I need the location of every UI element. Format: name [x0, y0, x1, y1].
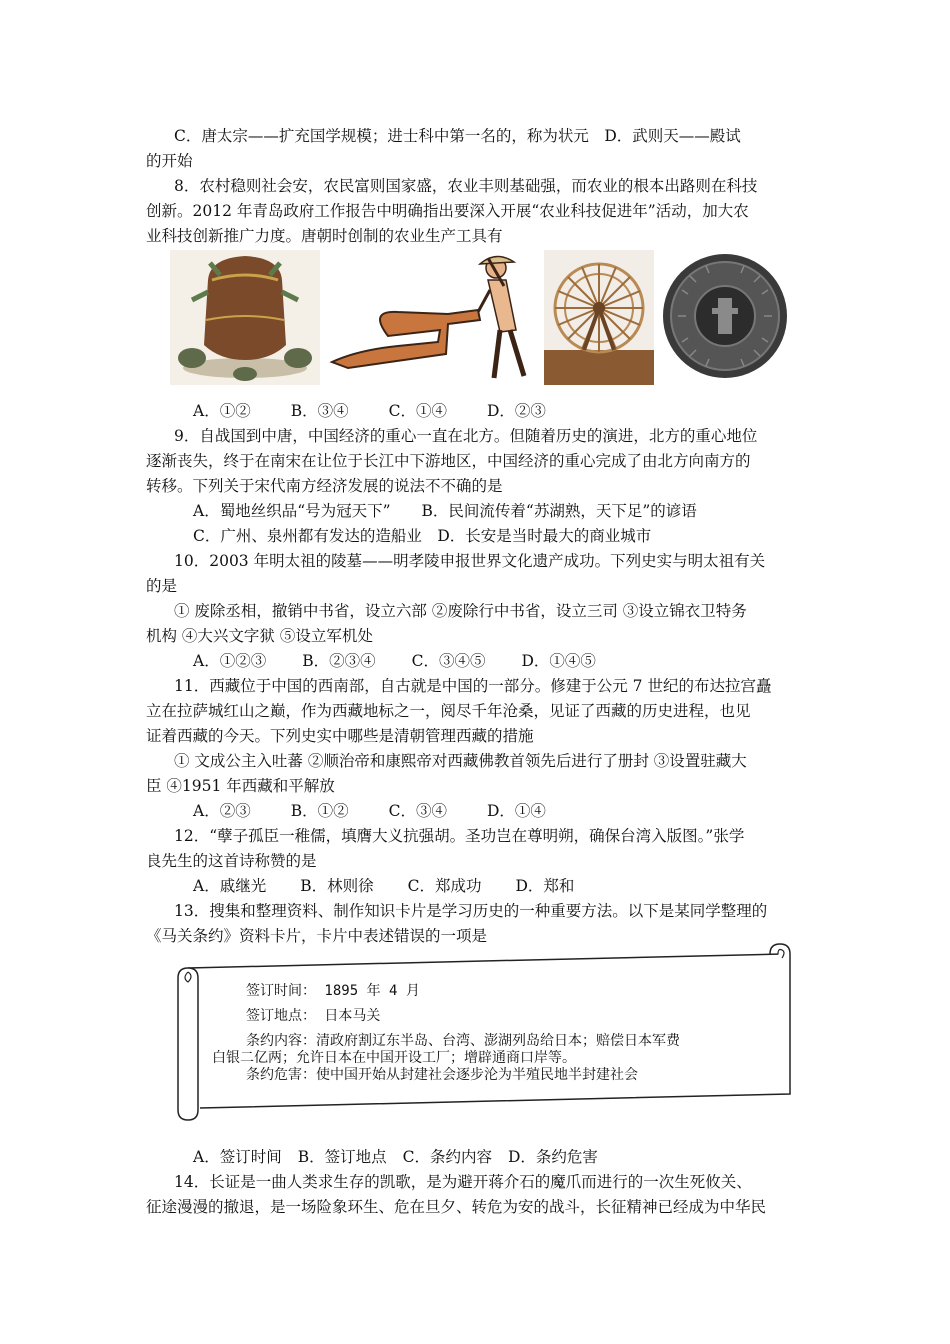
q14-stem: 14．长证是一曲人类求生存的凯歌，是为避开蒋介石的魔爪而进行的一次生死攸关、 [174, 1173, 752, 1191]
q11-stem: 立在拉萨城红山之巅，作为西藏地标之一，阅尽千年沧桑，见证了西藏的历史进程，也见 [146, 702, 751, 720]
option-d[interactable]: D．①④ [486, 802, 546, 820]
option-b[interactable]: B．林则徐 [300, 877, 374, 895]
option-b[interactable]: B．①② [290, 802, 349, 820]
option-a[interactable]: A．戚继光 [193, 877, 267, 895]
q11-items: 臣 ④1951 年西藏和平解放 [146, 777, 335, 795]
plow-image [328, 250, 538, 385]
q9-stem: 9．自战国到中唐，中国经济的重心一直在北方。但随着历史的演进，北方的重心地位 [174, 427, 758, 445]
q9-options-ab: A．蜀地丝织品“号为冠天下” B．民间流传着“苏湖熟，天下足”的谚语 [193, 502, 697, 520]
q7-option-line-cont: 的开始 [146, 152, 193, 170]
waterwheel-image [544, 250, 654, 385]
q8-figures [170, 250, 790, 385]
treaty-card [174, 942, 796, 1124]
card-harm: 条约危害：使中国开始从封建社会逐步沦为半殖民地半封建社会 [246, 1067, 638, 1083]
q7-option-line: C．唐太宗——扩充国学规模；进士科中第一名的，称为状元 D．武则天——殿试 [174, 127, 741, 145]
option-c[interactable]: C．条约内容 [402, 1148, 492, 1166]
option-d[interactable]: D．郑和 [515, 877, 575, 895]
q8-options [193, 399, 546, 424]
option-a[interactable]: A．签订时间 [193, 1148, 282, 1166]
option-d[interactable]: D．②③ [486, 402, 546, 420]
card-time: 签订时间： 1895 年 4 月 [246, 983, 420, 999]
seismograph-image [170, 250, 320, 385]
q14-stem: 征途漫漫的撤退，是一场险象环生、危在旦夕、转危为安的战斗，长征精神已经成为中华民 [146, 1198, 767, 1216]
option-a[interactable]: A．①② [193, 402, 251, 420]
option-c[interactable]: C．③④⑤ [411, 652, 486, 670]
card-content: 条约内容：清政府割辽东半岛、台湾、澎湖列岛给日本；赔偿日本军费 [246, 1033, 680, 1049]
q8-stem: 创新。2012 年青岛政府工作报告中明确指出要深入开展“农业科技促进年”活动，加大农 [146, 202, 749, 220]
q10-stem: 的是 [146, 577, 178, 595]
option-a[interactable]: A．①②③ [193, 652, 267, 670]
option-c[interactable]: C．③④ [388, 802, 447, 820]
q11-options [193, 799, 546, 824]
option-c[interactable]: C．①④ [388, 402, 447, 420]
card-content-cont: 白银二亿两；允许日本在中国开设工厂；增辟通商口岸等。 [212, 1050, 576, 1066]
option-c[interactable]: C．郑成功 [407, 877, 482, 895]
q9-stem: 逐渐丧失，终于在南宋在让位于长江中下游地区，中国经济的重心完成了由北方向南方的 [146, 452, 751, 470]
q8-stem: 业科技创新推广力度。唐朝时创制的农业生产工具有 [146, 227, 503, 245]
option-b[interactable]: B．签订地点 [297, 1148, 387, 1166]
option-b[interactable]: B．③④ [290, 402, 349, 420]
card-text [174, 942, 796, 1124]
q12-stem: 12．“孽子孤臣一稚儒，填膺大义抗强胡。圣功岂在尊明朔，确保台湾入版图。”张学 [174, 827, 745, 845]
option-a[interactable]: A．②③ [193, 802, 251, 820]
q11-stem: 11．西藏位于中国的西南部，自古就是中国的一部分。修建于公元 7 世纪的布达拉宫矗 [174, 677, 772, 695]
q11-items: ① 文成公主入吐蕃 ②顺治帝和康熙帝对西藏佛教首领先后进行了册封 ③设置驻藏大 [174, 752, 747, 770]
option-d[interactable]: D．条约危害 [507, 1148, 598, 1166]
q9-options-cd: C．广州、泉州都有发达的造船业 D．长安是当时最大的商业城市 [193, 527, 652, 545]
q10-stem: 10．2003 年明太祖的陵墓——明孝陵申报世界文化遗产成功。下列史实与明太祖有关 [174, 552, 766, 570]
q13-stem: 《马关条约》资料卡片，卡片中表述错误的一项是 [146, 927, 488, 945]
q13-stem: 13．搜集和整理资料、制作知识卡片是学习历史的一种重要方法。以下是某同学整理的 [174, 902, 768, 920]
q10-options [193, 649, 596, 674]
q9-stem: 转移。下列关于宋代南方经济发展的说法不不确的是 [146, 477, 503, 495]
coin-image [660, 250, 790, 385]
option-d[interactable]: D．①④⑤ [521, 652, 596, 670]
q8-stem: 8．农村稳则社会安，农民富则国家盛，农业丰则基础强，而农业的根本出路则在科技 [174, 177, 758, 195]
card-place: 签订地点： 日本马关 [246, 1008, 381, 1024]
q13-options [193, 1145, 598, 1170]
option-b[interactable]: B．②③④ [302, 652, 376, 670]
q12-options [193, 874, 574, 899]
q10-items: 机构 ④大兴文字狱 ⑤设立军机处 [146, 627, 373, 645]
q10-items: ① 废除丞相，撤销中书省，设立六部 ②废除行中书省，设立三司 ③设立锦衣卫特务 [174, 602, 747, 620]
q11-stem: 证着西藏的今天。下列史实中哪些是清朝管理西藏的措施 [146, 727, 534, 745]
q12-stem: 良先生的这首诗称赞的是 [146, 852, 317, 870]
